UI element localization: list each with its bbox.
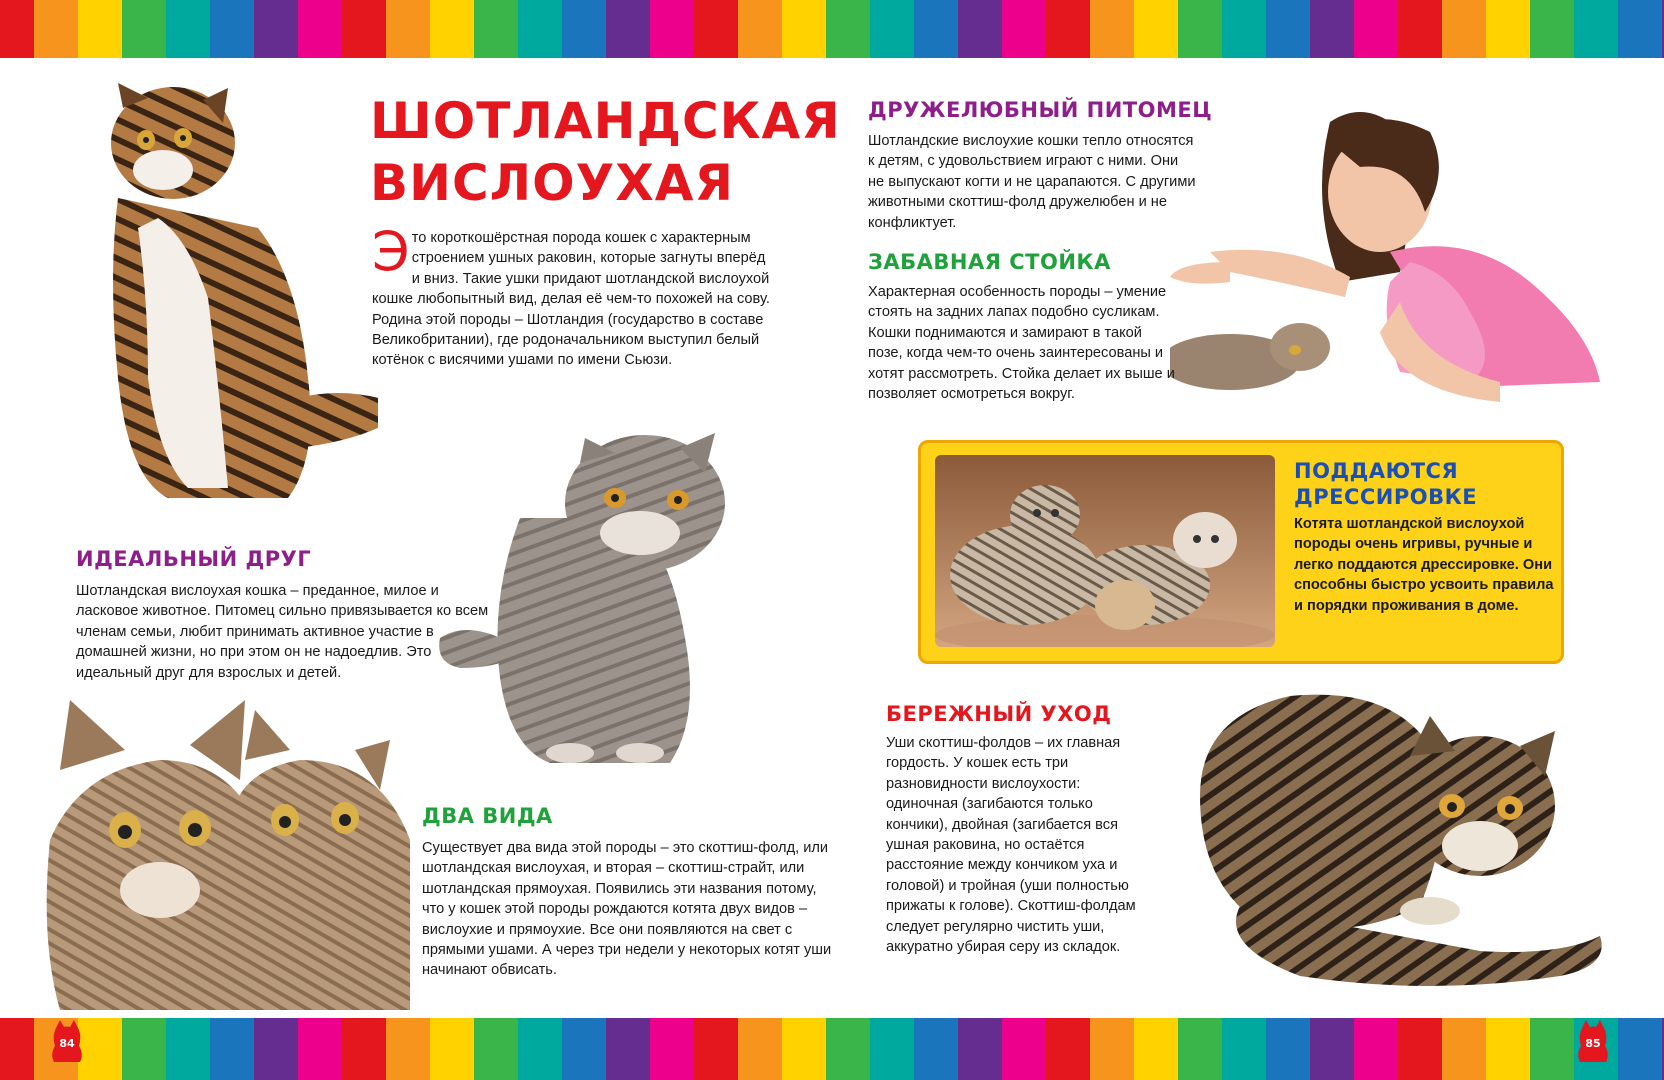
two-types-text: Существует два вида этой породы – это скоттиш-фолд, или шотландская вислоухая, и вторая – скоттиш-страйт, или шотландская прямоухая. Появились эти названия потому, что у кошек этой породы рождаются котята двух видов – вислоухие и прямоухие. Все они появляются на свет с прямыми ушами. А через три недели у некоторых котят уши начинают обвисать. — [422, 840, 832, 979]
page-number-right — [1574, 1018, 1612, 1066]
crouching-tabby-cat-photo — [1180, 676, 1630, 1006]
intro-text: то короткошёрстная порода кошек с характерным строением ушных раковин, которые загнуты вперёд и вниз. Такие ушки придают шотландской вислоухой кошке любопытный вид, делая её чем-то похожей на сову. Родина этой породы – Шотландия (государство в составе Великобритании), где родоначальником выступил белый котёнок с висячими ушами по имени Сьюзи. — [372, 230, 770, 369]
two-kittens-photo — [40, 700, 410, 1010]
intro-dropcap: Э — [372, 220, 410, 283]
careful-care-heading: БЕРЕЖНЫЙ УХОД — [886, 702, 1112, 726]
ideal-friend-heading: ИДЕАЛЬНЫЙ ДРУГ — [76, 547, 312, 571]
page-number-left — [48, 1018, 86, 1066]
ideal-friend-text: Шотландская вислоухая кошка – преданное, милое и ласковое животное. Питомец сильно привязывается ко всем членам семьи, любит принимать активное участие в домашней жизни, но при этом он не надоедлив. Это идеальный друг для взрослых и детей. — [76, 583, 489, 681]
two-types-heading: ДВА ВИДА — [422, 804, 553, 828]
bottom-puzzle-border — [0, 1018, 1664, 1080]
page-title — [370, 90, 841, 214]
careful-care-text: Уши скоттиш-фолдов – их главная гордость. У кошек есть три разновидности вислоухости: одиночная (загибаются только кончики), двойная (загибается вся ушная раковина, но остаётся расстояние между кончиком уха и головой) и тройная (уши полностью прижаты к голове). Скоттиш-фолдам следует регулярно чистить уши, аккуратно убирая серу из складок. — [886, 735, 1136, 956]
funny-stance-heading: ЗАБАВНАЯ СТОЙКА — [868, 250, 1111, 274]
standing-tabby-cat-photo — [78, 78, 378, 518]
top-puzzle-border — [0, 0, 1664, 58]
page-title-line1: ШОТЛАНДСКАЯ — [370, 92, 841, 150]
training-heading — [1294, 458, 1477, 510]
page-number-right-text: 85 — [1585, 1037, 1601, 1050]
intro-paragraph — [372, 220, 772, 371]
girl-with-kitten-photo — [1170, 82, 1650, 412]
training-heading-line2: ДРЕССИРОВКЕ — [1294, 485, 1478, 509]
training-heading-line1: ПОДДАЮТСЯ — [1294, 459, 1459, 483]
training-text: Котята шотландской вислоухой породы очень игривы, ручные и легко поддаются дрессировке. Они способны быстро усвоить правила и порядки проживания в доме. — [1294, 516, 1554, 614]
page-number-left-text: 84 — [59, 1037, 75, 1050]
funny-stance-text: Характерная особенность породы – умение стоять на задних лапах подобно сусликам. Кошки поднимаются и замирают в такой позе, когда чем-то очень заинтересованы и хотят рассмотреть. Стойка делает их выше и позволяет осмотреться вокруг. — [868, 284, 1175, 403]
friendly-pet-heading: ДРУЖЕЛЮБНЫЙ ПИТОМЕЦ — [868, 98, 1213, 122]
kittens-group-photo — [935, 455, 1275, 647]
friendly-pet-text: Шотландские вислоухие кошки тепло относятся к детям, с удовольствием играют с ними. Они не выпускают когти и не царапаются. С другими животными скоттиш-фолд дружелюбен и не конфликтует. — [868, 133, 1196, 231]
page-title-line2: ВИСЛОУХАЯ — [370, 154, 734, 212]
